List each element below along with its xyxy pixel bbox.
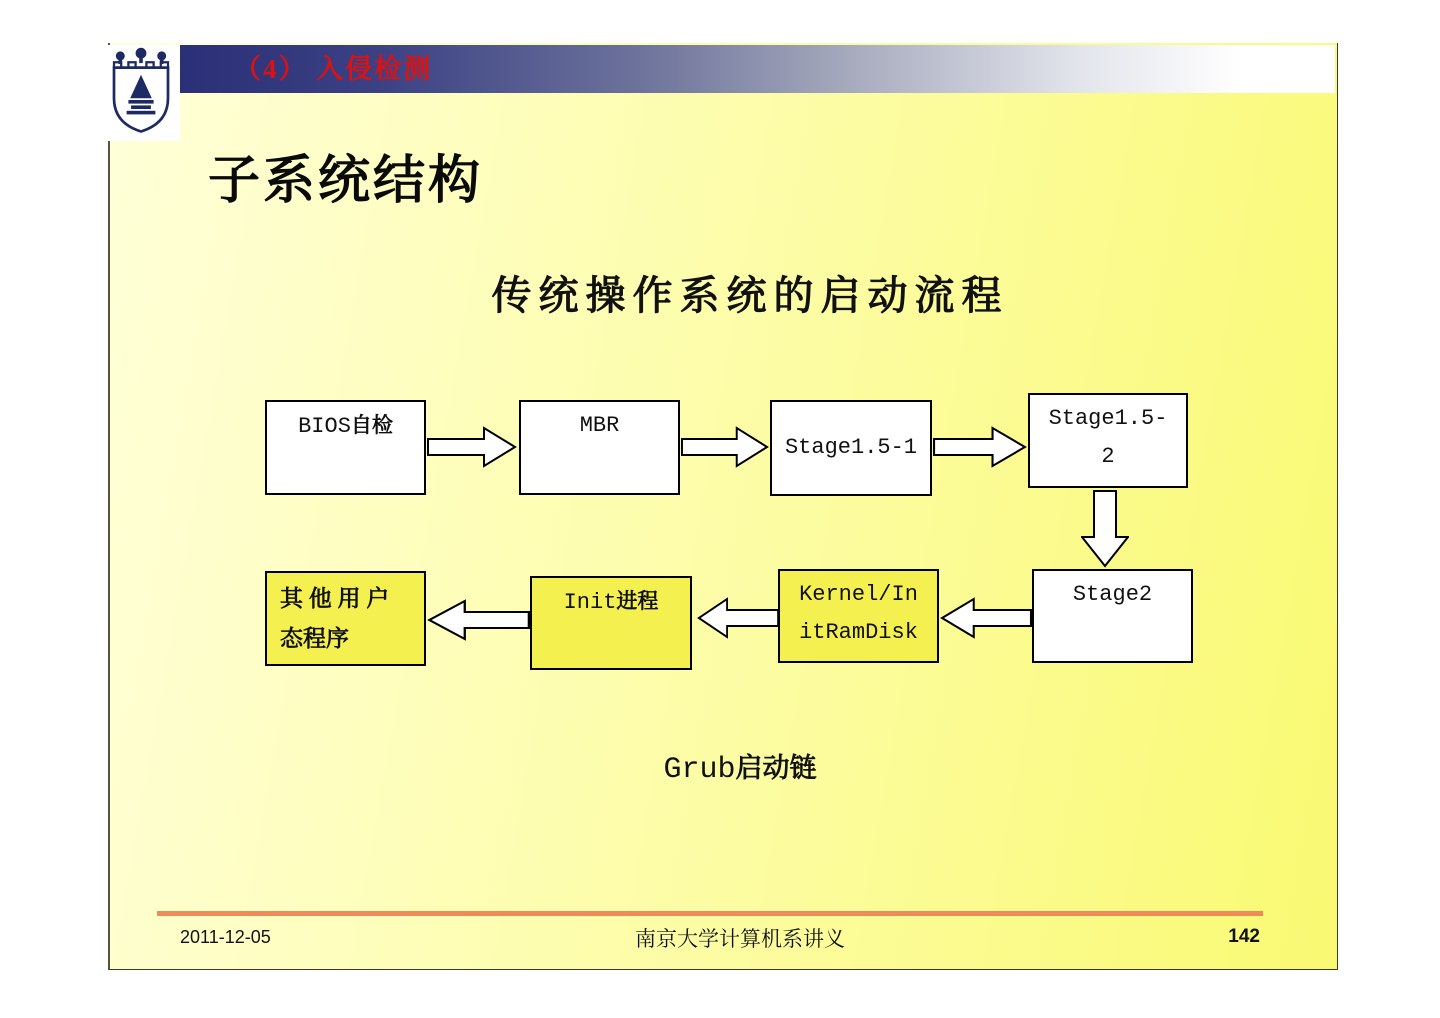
flow-arrow-right-icon [933,425,1027,469]
flow-box-bios-label-zh: 自检 [350,414,393,437]
flow-box-stage2-label: Stage2 [1072,582,1153,607]
flow-box-mbr-label: MBR [579,413,620,438]
flow-box-kernel-line2: itRamDisk [799,620,918,645]
flow-box-kernel-initramdisk [778,569,939,663]
flow-arrow-left-icon [940,596,1032,640]
flow-box-stage1-5-1 [770,400,932,496]
flow-arrow-down-icon [1081,490,1129,568]
flow-box-stage1-5-2-line1: Stage1.5- [1048,406,1168,431]
flow-box-bios [265,400,426,495]
flow-box-other-user-programs [265,571,426,666]
flow-box-bios-label-en: BIOS [298,414,351,439]
course-section-label: （4） 入侵检测 [234,54,433,84]
diagram-caption-zh: 启动链 [735,753,817,783]
header-bar [178,45,1335,93]
footer-page-number: 142 [1228,926,1260,947]
footer-date: 2011-12-05 [180,927,271,947]
flow-arrow-left-icon [697,596,779,640]
footer-divider-line [157,911,1263,916]
flow-box-stage1-5-2-line2: 2 [1101,444,1115,469]
diagram-caption [540,746,940,787]
flow-box-stage1-5-1-label: Stage1.5-1 [784,435,918,460]
page-title: 子系统结构 [208,152,484,210]
flow-box-other-line1: 其 他 用 户 [280,586,390,611]
flow-box-mbr [519,400,680,495]
flow-box-other-line2: 态程序 [280,626,349,651]
diagram-subtitle: 传统操作系统的启动流程 [491,273,1009,318]
diagram-caption-en: Grub [663,753,736,787]
flow-box-init [530,576,692,670]
flow-box-stage2 [1032,569,1193,663]
university-emblem-icon [105,46,177,141]
footer-institution: 南京大学计算机系讲义 [635,927,845,951]
flow-arrow-right-icon [681,425,769,469]
flow-arrow-left-icon [427,598,530,642]
flow-box-init-label-zh: 进程 [616,590,659,613]
flow-box-init-label-en: Init [563,590,617,615]
university-logo [101,45,180,141]
flow-box-stage1-5-2 [1028,393,1188,488]
flow-box-kernel-line1: Kernel/In [799,582,918,607]
flow-arrow-right-icon [427,425,517,469]
